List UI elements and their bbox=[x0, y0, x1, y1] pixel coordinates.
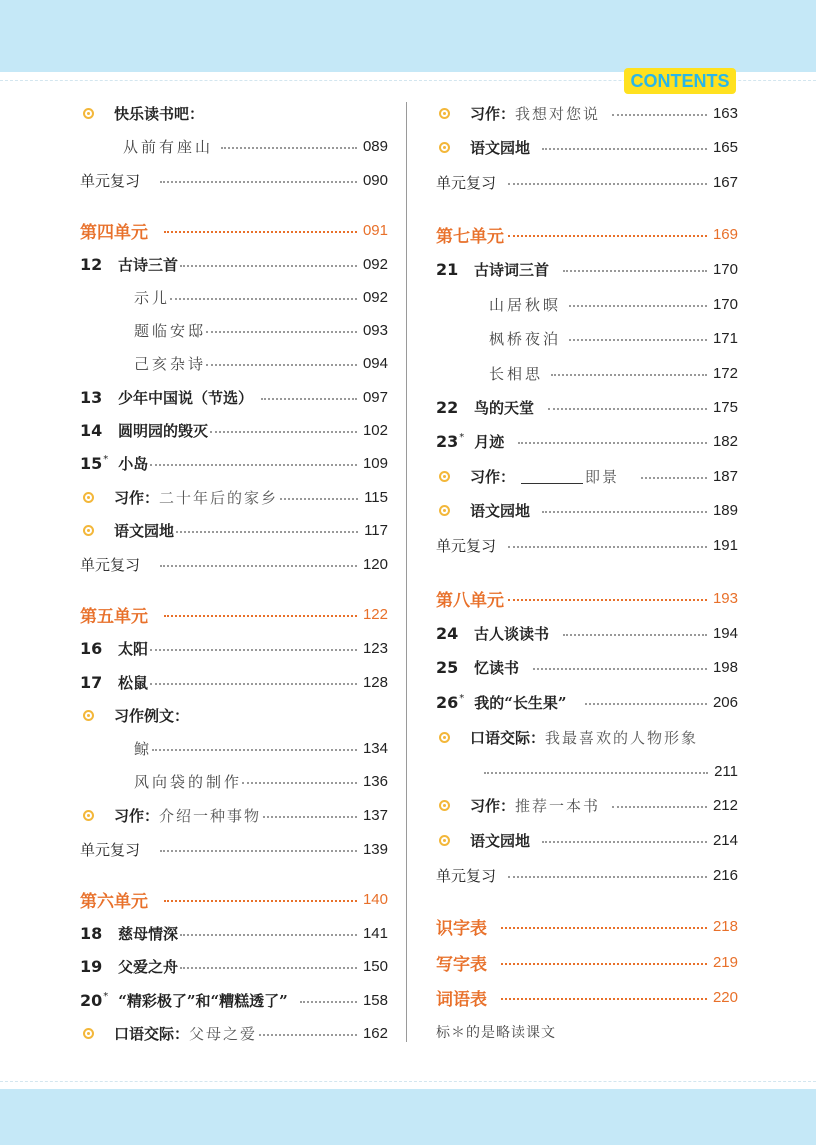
lesson-number: 13 bbox=[80, 387, 103, 407]
page-number: 162 bbox=[362, 1024, 388, 1042]
circle-bullet-icon bbox=[439, 505, 450, 516]
dot-leader bbox=[569, 339, 707, 341]
entry-title: 慈母情深 bbox=[118, 924, 179, 943]
bottom-dashed-line bbox=[0, 1081, 816, 1082]
lesson-number: 25 bbox=[436, 657, 459, 677]
toc-entry[interactable] bbox=[80, 101, 388, 125]
toc-entry[interactable] bbox=[80, 837, 388, 861]
toc-entry[interactable] bbox=[436, 533, 738, 557]
toc-entry[interactable] bbox=[80, 988, 388, 1012]
dot-leader bbox=[170, 298, 357, 300]
entry-title: 口语交际： bbox=[114, 1024, 190, 1043]
entry-title: 己亥杂诗 bbox=[134, 354, 207, 373]
page-number: 187 bbox=[712, 467, 738, 485]
dot-leader bbox=[280, 498, 358, 500]
toc-entry[interactable] bbox=[436, 464, 738, 488]
toc-entry[interactable] bbox=[80, 518, 388, 542]
page-number: 189 bbox=[712, 501, 738, 519]
dot-leader bbox=[585, 703, 707, 705]
lesson-number-text: 23 bbox=[436, 431, 459, 451]
contents-badge: CONTENTS bbox=[624, 68, 736, 94]
toc-entry[interactable] bbox=[436, 257, 738, 281]
appendix-entry[interactable] bbox=[436, 914, 738, 938]
dot-leader bbox=[484, 772, 708, 774]
toc-entry[interactable] bbox=[80, 921, 388, 945]
dot-leader bbox=[164, 615, 357, 617]
footnote-text: 标＊的是略读课文 bbox=[436, 1025, 556, 1041]
dot-leader bbox=[160, 181, 357, 183]
page-number: 216 bbox=[712, 866, 738, 884]
entry-title: 习作： bbox=[114, 806, 160, 825]
dot-leader bbox=[164, 900, 357, 902]
lesson-number: 14 bbox=[80, 420, 103, 440]
page-number: 218 bbox=[712, 917, 738, 935]
appendix-entry[interactable] bbox=[436, 950, 738, 974]
circle-bullet-icon bbox=[439, 835, 450, 846]
entry-title: 风向袋的制作 bbox=[134, 772, 243, 791]
toc-entry[interactable] bbox=[80, 954, 388, 978]
entry-title: 单元复习 bbox=[436, 536, 497, 555]
dot-leader bbox=[508, 183, 707, 185]
dot-leader bbox=[563, 634, 707, 636]
circle-bullet-icon bbox=[83, 525, 94, 536]
entry-title: 从前有座山 bbox=[123, 137, 214, 156]
entry-title: 父爱之舟 bbox=[118, 957, 179, 976]
appendix-entry[interactable] bbox=[436, 985, 738, 1009]
circle-bullet-icon bbox=[83, 108, 94, 119]
toc-entry[interactable] bbox=[436, 725, 738, 749]
toc-entry[interactable] bbox=[80, 485, 388, 509]
page-number: 165 bbox=[712, 138, 738, 156]
unit-heading[interactable] bbox=[80, 218, 388, 242]
entry-title: 题临安邸 bbox=[134, 321, 207, 340]
entry-title: 鸟的天堂 bbox=[474, 398, 535, 417]
page-number: 194 bbox=[712, 624, 738, 642]
entry-title: 枫桥夜泊 bbox=[489, 329, 562, 348]
page-number: 117 bbox=[364, 521, 388, 539]
circle-bullet-icon bbox=[83, 710, 94, 721]
toc-entry[interactable] bbox=[436, 326, 738, 350]
page-number: 134 bbox=[362, 739, 388, 757]
dot-leader bbox=[542, 841, 707, 843]
page-number: 139 bbox=[362, 840, 388, 858]
entry-title: 长相思 bbox=[489, 364, 544, 383]
entry-title: 示儿 bbox=[134, 288, 171, 307]
dot-leader bbox=[150, 464, 357, 466]
unit-title: 第五单元 bbox=[80, 606, 148, 627]
circle-bullet-icon bbox=[439, 471, 450, 482]
entry-title: 小岛 bbox=[118, 454, 149, 473]
appendix-title: 写字表 bbox=[436, 954, 487, 975]
footnote bbox=[436, 1020, 738, 1044]
entry-title: 忆读书 bbox=[474, 658, 520, 677]
entry-title: 习作例文： bbox=[114, 706, 190, 725]
dot-leader bbox=[164, 231, 357, 233]
lesson-number bbox=[80, 454, 108, 473]
dot-leader bbox=[261, 398, 357, 400]
dot-leader bbox=[242, 782, 357, 784]
dot-leader bbox=[548, 408, 707, 410]
toc-entry[interactable] bbox=[436, 170, 738, 194]
page-number: 123 bbox=[362, 639, 388, 657]
entry-subtitle: 二十年后的家乡 bbox=[159, 488, 279, 507]
unit-heading[interactable] bbox=[436, 222, 738, 246]
dot-leader bbox=[563, 270, 707, 272]
dot-leader bbox=[612, 806, 707, 808]
unit-title: 第八单元 bbox=[436, 590, 504, 611]
entry-title: 月迹 bbox=[474, 432, 505, 451]
page-number: 175 bbox=[712, 398, 738, 416]
dot-leader bbox=[508, 599, 707, 601]
lesson-number: 16 bbox=[80, 638, 103, 658]
page-number: 115 bbox=[364, 488, 388, 506]
toc-entry[interactable] bbox=[436, 498, 738, 522]
page-number: 220 bbox=[712, 988, 738, 1006]
toc-entry[interactable] bbox=[80, 418, 388, 442]
page-number: 158 bbox=[362, 991, 388, 1009]
dot-leader bbox=[206, 331, 357, 333]
toc-entry[interactable] bbox=[436, 101, 738, 125]
entry-title: 习作： bbox=[470, 796, 516, 815]
lesson-number: 24 bbox=[436, 623, 459, 643]
toc-entry[interactable] bbox=[80, 451, 388, 475]
circle-bullet-icon bbox=[83, 810, 94, 821]
lesson-number-text: 20 bbox=[80, 990, 103, 1010]
dot-leader bbox=[150, 683, 357, 685]
circle-bullet-icon bbox=[439, 732, 450, 743]
lesson-number: 22 bbox=[436, 397, 459, 417]
circle-bullet-icon bbox=[439, 142, 450, 153]
entry-title: “精彩极了”和“糟糕透了” bbox=[118, 991, 288, 1010]
page-number: 136 bbox=[362, 772, 388, 790]
page-number: 206 bbox=[712, 693, 738, 711]
page-number: 169 bbox=[712, 225, 738, 243]
star-mark: * bbox=[459, 432, 465, 444]
dot-leader bbox=[542, 511, 707, 513]
fill-blank-line bbox=[521, 469, 583, 484]
entry-subtitle: 我最喜欢的人物形象 bbox=[545, 728, 699, 747]
circle-bullet-icon bbox=[83, 492, 94, 503]
dot-leader bbox=[508, 876, 707, 878]
toc-entry[interactable] bbox=[80, 285, 388, 309]
dot-leader bbox=[551, 374, 707, 376]
page-number: 109 bbox=[362, 454, 388, 472]
top-banner bbox=[0, 0, 816, 72]
page-number: 170 bbox=[712, 295, 738, 313]
entry-title: 单元复习 bbox=[80, 171, 141, 190]
unit-heading[interactable] bbox=[436, 586, 738, 610]
star-mark: * bbox=[459, 693, 465, 705]
page-number: 198 bbox=[712, 658, 738, 676]
entry-title: 山居秋暝 bbox=[489, 295, 562, 314]
unit-title: 第六单元 bbox=[80, 891, 148, 912]
dot-leader bbox=[501, 963, 707, 965]
toc-entry[interactable] bbox=[436, 655, 738, 679]
entry-subtitle: 我想对您说 bbox=[515, 104, 601, 123]
column-divider bbox=[406, 102, 407, 1042]
dot-leader bbox=[533, 668, 707, 670]
page-number: 090 bbox=[362, 171, 388, 189]
dot-leader bbox=[206, 364, 357, 366]
entry-title: 松鼠 bbox=[118, 673, 149, 692]
page-number: 211 bbox=[714, 762, 738, 780]
circle-bullet-icon bbox=[439, 108, 450, 119]
entry-title: 习作： bbox=[470, 467, 516, 486]
dot-leader bbox=[518, 442, 707, 444]
page-number: 091 bbox=[362, 221, 388, 239]
toc-entry[interactable] bbox=[80, 769, 388, 793]
toc-entry[interactable] bbox=[80, 552, 388, 576]
entry-title: 语文园地 bbox=[470, 501, 531, 520]
entry-title: 习作： bbox=[114, 488, 160, 507]
page-number: 093 bbox=[362, 321, 388, 339]
entry-title: 我的“长生果” bbox=[474, 693, 567, 712]
dot-leader bbox=[508, 235, 707, 237]
appendix-title: 识字表 bbox=[436, 918, 487, 939]
page-number: 122 bbox=[362, 605, 388, 623]
page-number: 102 bbox=[362, 421, 388, 439]
toc-entry[interactable] bbox=[80, 385, 388, 409]
page-number: 140 bbox=[362, 890, 388, 908]
unit-title: 第七单元 bbox=[436, 226, 504, 247]
dot-leader bbox=[300, 1001, 357, 1003]
toc-entry[interactable] bbox=[436, 690, 738, 714]
page-number: 219 bbox=[712, 953, 738, 971]
entry-title: 快乐读书吧： bbox=[114, 104, 205, 123]
lesson-number bbox=[436, 693, 464, 712]
lesson-number: 21 bbox=[436, 259, 459, 279]
entry-subtitle: 介绍一种事物 bbox=[159, 806, 262, 825]
entry-title: 太阳 bbox=[118, 639, 149, 658]
dot-leader bbox=[176, 531, 358, 533]
page-number: 092 bbox=[362, 255, 388, 273]
page-number: 094 bbox=[362, 354, 388, 372]
page-number: 182 bbox=[712, 432, 738, 450]
entry-subtitle: 父母之爱 bbox=[189, 1024, 258, 1043]
page-number: 128 bbox=[362, 673, 388, 691]
dot-leader bbox=[263, 816, 357, 818]
toc-entry[interactable] bbox=[80, 1021, 388, 1045]
unit-heading[interactable] bbox=[80, 602, 388, 626]
dot-leader bbox=[180, 934, 357, 936]
toc-entry[interactable] bbox=[80, 670, 388, 694]
bottom-banner bbox=[0, 1089, 816, 1145]
lesson-number: 12 bbox=[80, 254, 103, 274]
toc-entry[interactable] bbox=[436, 828, 738, 852]
page-number: 193 bbox=[712, 589, 738, 607]
entry-title: 习作： bbox=[470, 104, 516, 123]
toc-entry[interactable] bbox=[80, 803, 388, 827]
dot-leader bbox=[569, 305, 707, 307]
entry-title: 单元复习 bbox=[436, 173, 497, 192]
entry-title: 语文园地 bbox=[470, 831, 531, 850]
toc-entry[interactable] bbox=[80, 636, 388, 660]
toc-entry[interactable] bbox=[80, 351, 388, 375]
entry-title: 单元复习 bbox=[80, 555, 141, 574]
lesson-number bbox=[436, 432, 464, 451]
lesson-number: 18 bbox=[80, 923, 103, 943]
entry-title: 鲸 bbox=[134, 739, 153, 758]
page-number: 191 bbox=[712, 536, 738, 554]
dot-leader bbox=[501, 927, 707, 929]
toc-entry[interactable] bbox=[436, 429, 738, 453]
toc-entry[interactable] bbox=[80, 134, 388, 158]
dot-leader bbox=[221, 147, 357, 149]
page-number: 167 bbox=[712, 173, 738, 191]
page-number: 150 bbox=[362, 957, 388, 975]
toc-entry[interactable] bbox=[80, 703, 388, 727]
dot-leader bbox=[501, 998, 707, 1000]
entry-title: 古诗三首 bbox=[118, 255, 179, 274]
page-number: 214 bbox=[712, 831, 738, 849]
page-number: 097 bbox=[362, 388, 388, 406]
toc-entry[interactable] bbox=[80, 168, 388, 192]
entry-title: 单元复习 bbox=[80, 840, 141, 859]
unit-heading[interactable] bbox=[80, 887, 388, 911]
dot-leader bbox=[180, 265, 357, 267]
toc-entry-continuation[interactable] bbox=[436, 759, 738, 783]
star-mark: * bbox=[103, 454, 109, 466]
dot-leader bbox=[180, 967, 357, 969]
lesson-number: 19 bbox=[80, 956, 103, 976]
page-number: 171 bbox=[712, 329, 738, 347]
lesson-number-text: 26 bbox=[436, 692, 459, 712]
entry-title: 语文园地 bbox=[114, 521, 175, 540]
circle-bullet-icon bbox=[439, 800, 450, 811]
toc-entry[interactable] bbox=[436, 361, 738, 385]
dot-leader bbox=[641, 477, 707, 479]
unit-title: 第四单元 bbox=[80, 222, 148, 243]
lesson-number: 17 bbox=[80, 672, 103, 692]
entry-subtitle: 推荐一本书 bbox=[515, 796, 601, 815]
star-mark: * bbox=[103, 991, 109, 1003]
dot-leader bbox=[152, 749, 357, 751]
lesson-number-text: 15 bbox=[80, 453, 103, 473]
entry-subtitle: 即景 bbox=[585, 467, 620, 486]
entry-title: 语文园地 bbox=[470, 138, 531, 157]
dot-leader bbox=[508, 546, 707, 548]
toc-entry[interactable] bbox=[436, 863, 738, 887]
page-number: 137 bbox=[362, 806, 388, 824]
toc-entry[interactable] bbox=[80, 318, 388, 342]
toc-entry[interactable] bbox=[436, 793, 738, 817]
toc-entry[interactable] bbox=[436, 135, 738, 159]
entry-title: 圆明园的毁灭 bbox=[118, 421, 209, 440]
page-number: 141 bbox=[362, 924, 388, 942]
page-number: 089 bbox=[362, 137, 388, 155]
page-number: 120 bbox=[362, 555, 388, 573]
page-number: 092 bbox=[362, 288, 388, 306]
toc-entry[interactable] bbox=[80, 252, 388, 276]
page-number: 163 bbox=[712, 104, 738, 122]
dot-leader bbox=[542, 148, 707, 150]
dot-leader bbox=[259, 1034, 357, 1036]
dot-leader bbox=[160, 565, 357, 567]
page-number: 170 bbox=[712, 260, 738, 278]
dot-leader bbox=[612, 114, 707, 116]
appendix-title: 词语表 bbox=[436, 989, 487, 1010]
dot-leader bbox=[150, 649, 357, 651]
page-number: 212 bbox=[712, 796, 738, 814]
lesson-number bbox=[80, 991, 108, 1010]
dot-leader bbox=[160, 850, 357, 852]
page-number: 172 bbox=[712, 364, 738, 382]
entry-title: 单元复习 bbox=[436, 866, 497, 885]
entry-title: 少年中国说（节选） bbox=[118, 388, 254, 407]
toc-entry[interactable] bbox=[436, 621, 738, 645]
entry-title: 古人谈读书 bbox=[474, 624, 550, 643]
entry-title: 古诗词三首 bbox=[474, 260, 550, 279]
toc-entry[interactable] bbox=[436, 395, 738, 419]
dot-leader bbox=[210, 431, 357, 433]
circle-bullet-icon bbox=[83, 1028, 94, 1039]
toc-entry[interactable] bbox=[80, 736, 388, 760]
entry-title: 口语交际： bbox=[470, 728, 546, 747]
toc-entry[interactable] bbox=[436, 292, 738, 316]
